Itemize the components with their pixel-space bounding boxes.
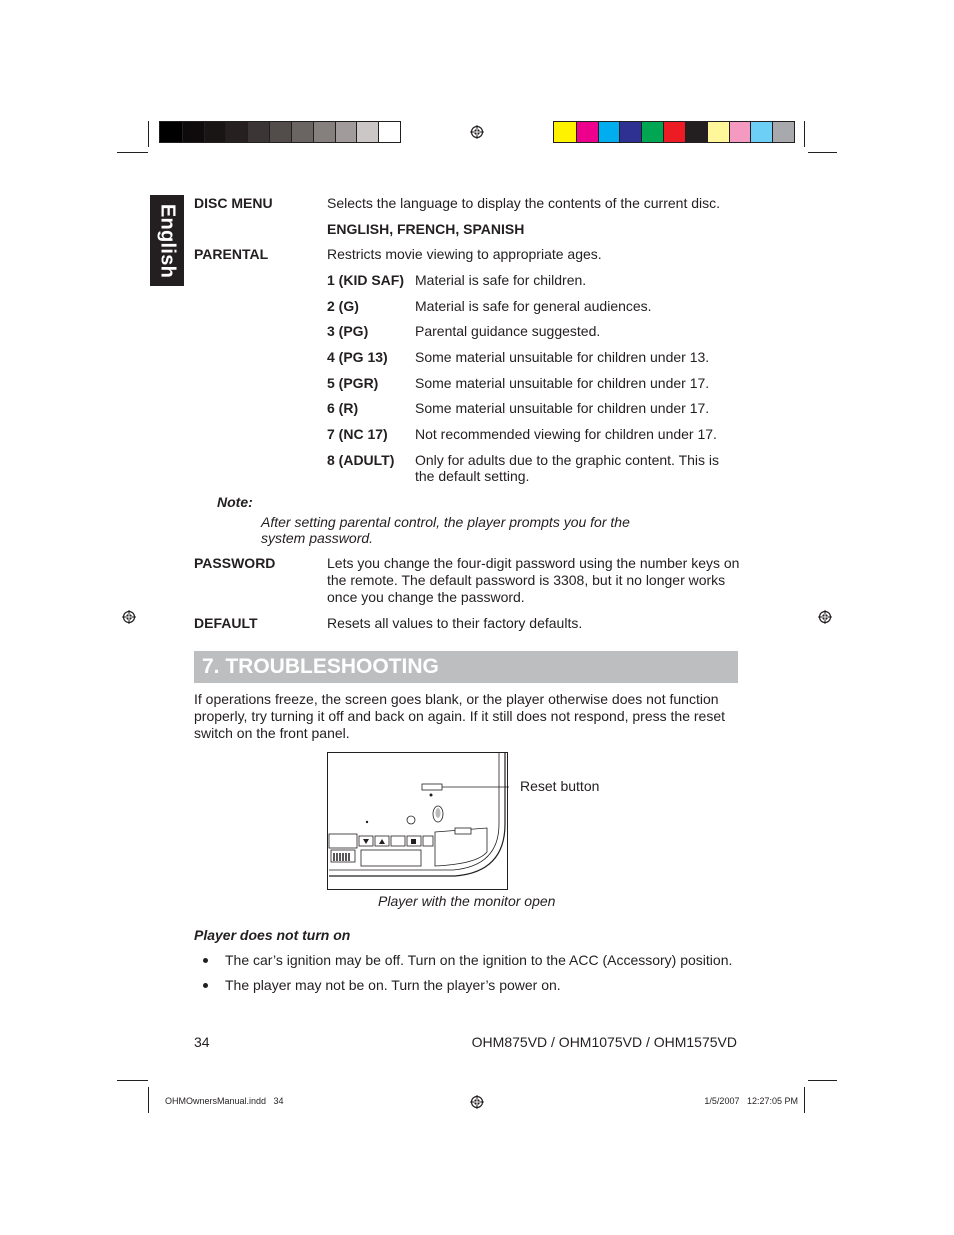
rating-code: 7 (NC 17) bbox=[327, 426, 388, 442]
crop-mark bbox=[148, 121, 149, 147]
bullet-item: The car’s ignition may be off. Turn on the ignition to the ACC (Accessory) position. bbox=[225, 952, 733, 968]
gray-swatch bbox=[335, 122, 357, 142]
setting-desc-password: Lets you change the four-digit password using the number keys on bbox=[327, 555, 740, 571]
color-swatch bbox=[663, 122, 685, 142]
color-swatch bbox=[554, 122, 576, 142]
rating-code: 6 (R) bbox=[327, 400, 359, 416]
figure-caption: Player with the monitor open bbox=[378, 893, 556, 909]
rating-text: Parental guidance suggested. bbox=[415, 323, 601, 339]
setting-desc-disc-menu: Selects the language to display the contents of the current disc. bbox=[327, 195, 721, 211]
gray-swatch bbox=[225, 122, 247, 142]
note-label: Note: bbox=[217, 494, 253, 510]
color-swatch bbox=[576, 122, 598, 142]
setting-term-default: DEFAULT bbox=[194, 615, 258, 631]
color-swatch bbox=[641, 122, 663, 142]
language-label: English bbox=[156, 203, 179, 278]
setting-term-password: PASSWORD bbox=[194, 555, 276, 571]
gray-swatch bbox=[356, 122, 378, 142]
language-side-tab bbox=[150, 195, 184, 286]
section-header-bar bbox=[194, 651, 738, 683]
note-text: system password. bbox=[261, 530, 374, 546]
rating-text: Some material unsuitable for children under 17. bbox=[415, 375, 710, 391]
color-swatch bbox=[707, 122, 729, 142]
rating-text: Not recommended viewing for children under 17. bbox=[415, 426, 717, 442]
rating-code: 3 (PG) bbox=[327, 323, 369, 339]
rating-text: Only for adults due to the graphic content. This is bbox=[415, 452, 720, 468]
bullet-icon bbox=[203, 983, 208, 988]
bullet-item: The player may not be on. Turn the player’s power on. bbox=[225, 977, 561, 993]
setting-term-disc-menu: DISC MENU bbox=[194, 195, 273, 211]
grayscale-color-bar bbox=[159, 121, 401, 143]
player-illustration bbox=[327, 752, 509, 891]
rating-text: Material is safe for children. bbox=[415, 272, 587, 288]
section-title: 7. TROUBLESHOOTING bbox=[202, 655, 439, 678]
setting-desc-default: Resets all values to their factory defaults. bbox=[327, 615, 583, 631]
gray-swatch bbox=[160, 122, 182, 142]
gray-swatch bbox=[247, 122, 269, 142]
rating-code: 2 (G) bbox=[327, 298, 359, 314]
reset-button-callout: Reset button bbox=[520, 778, 600, 794]
subsection-title: Player does not turn on bbox=[194, 927, 351, 943]
gray-swatch bbox=[313, 122, 335, 142]
crop-mark bbox=[804, 121, 805, 147]
registration-mark-icon bbox=[470, 1095, 484, 1109]
rating-text: Some material unsuitable for children under 13. bbox=[415, 349, 710, 365]
setting-term-parental: PARENTAL bbox=[194, 246, 269, 262]
gray-swatch bbox=[378, 122, 400, 142]
rating-text: the default setting. bbox=[415, 468, 530, 484]
rating-text: Some material unsuitable for children under 17. bbox=[415, 400, 710, 416]
crop-mark bbox=[808, 1080, 837, 1081]
model-numbers: OHM875VD / OHM1075VD / OHM1575VD bbox=[471, 1034, 737, 1050]
registration-mark-icon bbox=[818, 610, 832, 624]
gray-swatch bbox=[182, 122, 204, 142]
note-text: After setting parental control, the player prompts you for the bbox=[261, 514, 630, 530]
gray-swatch bbox=[204, 122, 226, 142]
process-color-bar bbox=[553, 121, 795, 143]
color-swatch bbox=[598, 122, 620, 142]
rating-code: 8 (ADULT) bbox=[327, 452, 395, 468]
rating-code: 1 (KID SAF) bbox=[327, 272, 404, 288]
page-number: 34 bbox=[194, 1034, 210, 1050]
color-swatch bbox=[750, 122, 772, 142]
rating-code: 4 (PG 13) bbox=[327, 349, 388, 365]
color-swatch bbox=[772, 122, 794, 142]
intro-paragraph: properly, try turning it off and back on again. If it still does not respond, press the reset bbox=[194, 708, 725, 724]
crop-mark bbox=[148, 1087, 149, 1113]
language-options: ENGLISH, FRENCH, SPANISH bbox=[327, 221, 525, 237]
bullet-icon bbox=[203, 958, 208, 963]
gray-swatch bbox=[269, 122, 291, 142]
slug-filename: OHMOwnersManual.indd 34 bbox=[165, 1096, 284, 1106]
setting-desc-password: the remote. The default password is 3308, but it no longer works bbox=[327, 572, 726, 588]
color-swatch bbox=[729, 122, 751, 142]
slug-timestamp: 1/5/2007 12:27:05 PM bbox=[704, 1096, 798, 1106]
setting-desc-password: once you change the password. bbox=[327, 589, 525, 605]
color-swatch bbox=[619, 122, 641, 142]
intro-paragraph: If operations freeze, the screen goes blank, or the player otherwise does not function bbox=[194, 691, 719, 707]
registration-mark-icon bbox=[470, 125, 484, 139]
crop-mark bbox=[117, 1080, 148, 1081]
color-swatch bbox=[685, 122, 707, 142]
rating-code: 5 (PGR) bbox=[327, 375, 379, 391]
setting-desc-parental: Restricts movie viewing to appropriate ages. bbox=[327, 246, 602, 262]
rating-text: Material is safe for general audiences. bbox=[415, 298, 652, 314]
crop-mark bbox=[804, 1087, 805, 1113]
intro-paragraph: switch on the front panel. bbox=[194, 725, 350, 741]
crop-mark bbox=[808, 152, 837, 153]
gray-swatch bbox=[291, 122, 313, 142]
crop-mark bbox=[117, 152, 148, 153]
registration-mark-icon bbox=[122, 610, 136, 624]
